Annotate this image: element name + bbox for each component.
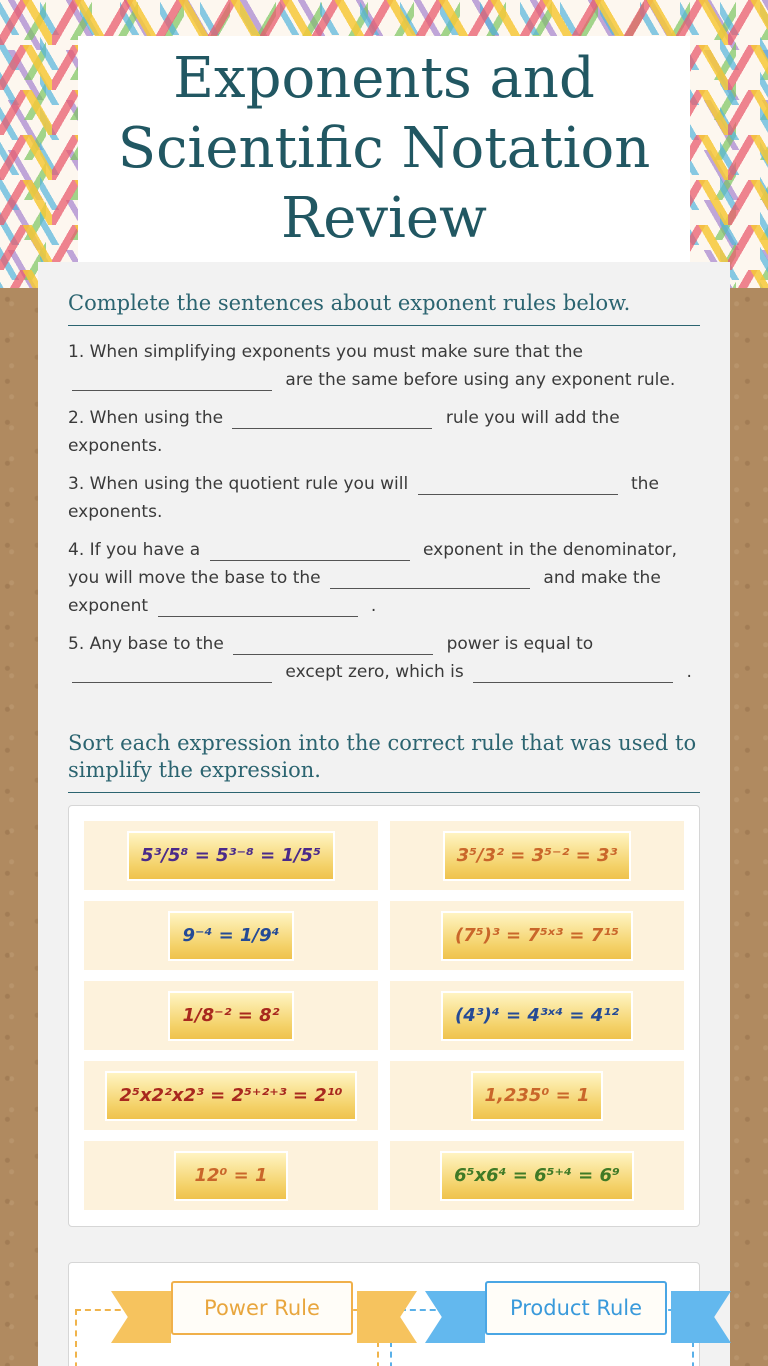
ribbon-product-rule: [447, 1281, 709, 1337]
section-title-sentences: Complete the sentences about exponent rules below.: [68, 290, 700, 326]
blank-input[interactable]: [158, 595, 358, 617]
blank-input[interactable]: [72, 661, 272, 683]
page-title: Exponents and Scientific Notation Review: [117, 46, 651, 251]
sentence-text: .: [686, 662, 692, 682]
expression-card[interactable]: [390, 1061, 684, 1130]
expression-card[interactable]: [84, 821, 378, 890]
section-title-sort: Sort each expression into the correct rule that was used to simplify the expression.: [68, 730, 700, 793]
sentence-2: [68, 404, 704, 460]
expression-card[interactable]: [390, 981, 684, 1050]
sentence-text: power is equal to: [446, 634, 594, 654]
blank-input[interactable]: [232, 407, 432, 429]
sentence-text: and make the exponent: [68, 568, 661, 616]
expression-label: (4³)⁴ = 4³ˣ⁴ = 4¹²: [443, 993, 631, 1039]
expression-label: 1/8⁻² = 8²: [170, 993, 291, 1039]
expression-label: 2⁵x2²x2³ = 2⁵⁺²⁺³ = 2¹⁰: [107, 1073, 354, 1119]
blank-input[interactable]: [233, 633, 433, 655]
sentence-text: the exponents.: [68, 474, 659, 522]
expression-label: 6⁵x6⁴ = 6⁵⁺⁴ = 6⁹: [442, 1153, 632, 1199]
ribbon-tail-icon: [671, 1291, 731, 1343]
card-bank: [68, 805, 700, 1227]
blank-input[interactable]: [210, 539, 410, 561]
sentence-text: .: [370, 596, 377, 616]
sentence-list: [68, 338, 704, 696]
expression-card[interactable]: [390, 821, 684, 890]
card-grid: [84, 821, 684, 1210]
title-box: [78, 36, 690, 262]
sentence-1: [68, 338, 704, 394]
sentence-text: except zero, which is: [285, 662, 464, 682]
expression-label: 12⁰ = 1: [176, 1153, 286, 1199]
expression-card[interactable]: [84, 1061, 378, 1130]
category-label-product: Product Rule: [485, 1281, 667, 1335]
sentence-3: [68, 470, 704, 526]
sentence-text: exponent in the denominator, you will move the base to the: [68, 540, 678, 588]
sentence-text: are the same before using any exponent rule.: [285, 370, 676, 390]
expression-card[interactable]: [390, 901, 684, 970]
sentence-text: 1. When simplifying exponents you must make sure that the: [68, 342, 583, 362]
sentence-4: [68, 536, 704, 620]
ribbon-power-rule: [133, 1281, 395, 1337]
expression-label: 9⁻⁴ = 1/9⁴: [170, 913, 291, 959]
blank-input[interactable]: [72, 369, 272, 391]
sentence-text: 3. When using the quotient rule you will: [68, 474, 409, 494]
sentence-5: [68, 630, 704, 686]
category-label-power: Power Rule: [171, 1281, 353, 1335]
expression-label: (7⁵)³ = 7⁵ˣ³ = 7¹⁵: [443, 913, 631, 959]
blank-input[interactable]: [473, 661, 673, 683]
blank-input[interactable]: [330, 567, 530, 589]
expression-card[interactable]: [84, 981, 378, 1050]
blank-input[interactable]: [418, 473, 618, 495]
expression-card[interactable]: [84, 1141, 378, 1210]
sentence-text: 5. Any base to the: [68, 634, 224, 654]
sentence-text: 2. When using the: [68, 408, 224, 428]
expression-label: 5³/5⁸ = 5³⁻⁸ = 1/5⁵: [129, 833, 333, 879]
sentence-text: 4. If you have a: [68, 540, 201, 560]
expression-label: 3⁵/3² = 3⁵⁻² = 3³: [445, 833, 630, 879]
expression-label: 1,235⁰ = 1: [473, 1073, 602, 1119]
header-banner: [0, 0, 768, 288]
expression-card[interactable]: [84, 901, 378, 970]
expression-card[interactable]: [390, 1141, 684, 1210]
sort-drop-area: [68, 1262, 700, 1366]
worksheet-panel: [38, 262, 730, 1366]
sentence-text: rule you will add the exponents.: [68, 408, 620, 456]
